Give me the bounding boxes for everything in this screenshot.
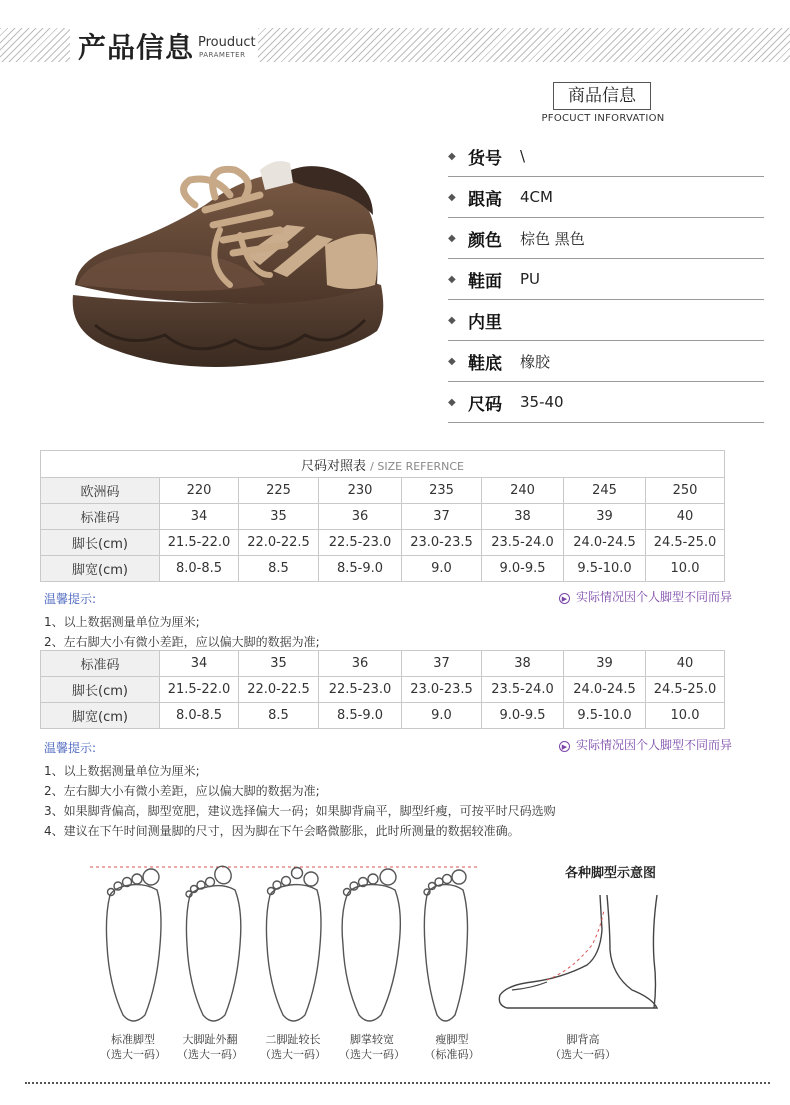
table-cell: 235	[402, 478, 482, 504]
tips-right-text: 实际情况因个人脚型不同而异	[575, 590, 732, 604]
table-cell: 24.0-24.5	[564, 677, 646, 703]
table-cell: 37	[402, 504, 482, 530]
table-cell: 225	[239, 478, 319, 504]
high-instep-foot-illustration	[492, 890, 667, 1020]
table-cell: 8.0-8.5	[160, 556, 239, 582]
table-cell: 9.0	[402, 556, 482, 582]
table-cell: 250	[646, 478, 725, 504]
arrow-circle-icon: ▶	[559, 593, 570, 604]
size-table-2	[40, 650, 725, 729]
table-cell: 40	[646, 651, 725, 677]
foot-type-advice: （选大一码）	[100, 1048, 166, 1061]
table-cell: 22.0-22.5	[239, 677, 319, 703]
foot-type-name: 标准脚型	[111, 1033, 155, 1046]
param-row	[448, 341, 764, 382]
tips-label: 温馨提示:	[44, 741, 97, 755]
param-row	[448, 136, 764, 177]
param-row	[448, 259, 764, 300]
table-cell: 220	[160, 478, 239, 504]
table-cell: 40	[646, 504, 725, 530]
table-cell: 21.5-22.0	[160, 530, 239, 556]
table-cell: 8.5	[239, 556, 319, 582]
table-cell: 34	[160, 504, 239, 530]
param-value: 4CM	[520, 188, 553, 206]
param-key: 鞋底	[468, 353, 502, 374]
product-info-subtitle: PFOCUCT INFORVATION	[541, 113, 665, 124]
table-row	[41, 478, 725, 504]
foot-type-caption	[548, 1032, 618, 1062]
row-label: 标准码	[41, 504, 160, 530]
table-cell: 22.5-23.0	[319, 677, 402, 703]
size-table-title-cell	[41, 451, 725, 478]
tips-right-note	[559, 736, 732, 753]
tips-right-note	[559, 588, 732, 605]
tips-right-text: 实际情况因个人脚型不同而异	[575, 738, 732, 752]
diamond-icon: ◆	[448, 355, 456, 367]
diamond-icon: ◆	[448, 150, 456, 162]
row-label: 脚长(cm)	[41, 530, 160, 556]
table-cell: 36	[319, 651, 402, 677]
table-cell: 38	[482, 651, 564, 677]
foot-type-name: 脚掌较宽	[350, 1033, 394, 1046]
foot-type-advice: （选大一码）	[177, 1048, 243, 1061]
foot-type-name: 瘦脚型	[435, 1033, 469, 1046]
diamond-icon: ◆	[448, 314, 456, 326]
tip-note: 4、建议在下午时间测量脚的尺寸，因为脚在下午会略微膨胀，此时所测量的数据较准确。	[44, 824, 520, 838]
row-label: 脚宽(cm)	[41, 556, 160, 582]
table-cell: 240	[482, 478, 564, 504]
param-row	[448, 218, 764, 259]
row-label: 脚宽(cm)	[41, 703, 160, 729]
tip-note: 3、如果脚背偏高，脚型宽肥，建议选择偏大一码；如果脚背扁平，脚型纤瘦，可按平时尺码选购	[44, 804, 556, 818]
table-cell: 10.0	[646, 556, 725, 582]
table-cell: 9.5-10.0	[564, 703, 646, 729]
table-cell: 23.0-23.5	[402, 677, 482, 703]
diamond-icon: ◆	[448, 273, 456, 285]
param-value: 35-40	[520, 393, 564, 411]
page-title: 产品信息	[78, 31, 195, 64]
tip-note: 1、以上数据测量单位为厘米;	[44, 615, 200, 629]
header-hatch-left	[0, 28, 70, 62]
table-cell: 23.5-24.0	[482, 677, 564, 703]
table-cell: 8.5-9.0	[319, 556, 402, 582]
param-value: \	[520, 147, 526, 165]
foot-type-name: 大脚趾外翻	[182, 1033, 238, 1046]
tip-note: 1、以上数据测量单位为厘米;	[44, 764, 200, 778]
table-cell: 23.0-23.5	[402, 530, 482, 556]
foot-type-advice: （标准码）	[424, 1048, 480, 1061]
param-key: 颜色	[468, 230, 502, 251]
table-cell: 36	[319, 504, 402, 530]
bottom-divider	[25, 1082, 770, 1084]
foot-type-advice: （选大一码）	[260, 1048, 326, 1061]
param-value: 橡胶	[520, 352, 551, 371]
foot-type-caption	[255, 1032, 331, 1062]
table-cell: 9.0-9.5	[482, 556, 564, 582]
table-cell: 24.0-24.5	[564, 530, 646, 556]
param-row	[448, 177, 764, 218]
table-cell: 8.0-8.5	[160, 703, 239, 729]
table-cell: 34	[160, 651, 239, 677]
size-table-title-en: / SIZE REFERNCE	[370, 459, 464, 473]
table-cell: 9.0-9.5	[482, 703, 564, 729]
foot-type-advice: （选大一码）	[550, 1048, 616, 1061]
table-cell: 8.5	[239, 703, 319, 729]
table-cell: 230	[319, 478, 402, 504]
foot-type-caption	[418, 1032, 486, 1062]
table-cell: 21.5-22.0	[160, 677, 239, 703]
diamond-icon: ◆	[448, 232, 456, 244]
diamond-icon: ◆	[448, 396, 456, 408]
table-cell: 23.5-24.0	[482, 530, 564, 556]
table-cell: 35	[239, 651, 319, 677]
foot-diagram-title: 各种脚型示意图	[565, 866, 657, 881]
row-label: 脚长(cm)	[41, 677, 160, 703]
shoe-image	[55, 135, 395, 380]
table-cell: 24.5-25.0	[646, 530, 725, 556]
table-row	[41, 556, 725, 582]
param-key: 跟高	[468, 189, 502, 210]
table-cell: 24.5-25.0	[646, 677, 725, 703]
table-cell: 9.0	[402, 703, 482, 729]
param-key: 内里	[468, 312, 502, 333]
param-value: PU	[520, 270, 541, 288]
foot-type-name: 二脚趾较长	[265, 1033, 321, 1046]
foot-types-illustration	[85, 855, 485, 1030]
table-cell: 37	[402, 651, 482, 677]
table-cell: 10.0	[646, 703, 725, 729]
table-cell: 35	[239, 504, 319, 530]
table-row	[41, 703, 725, 729]
param-key: 尺码	[468, 394, 502, 415]
row-label: 标准码	[41, 651, 160, 677]
param-key: 鞋面	[468, 271, 502, 292]
table-cell: 39	[564, 504, 646, 530]
table-cell: 9.5-10.0	[564, 556, 646, 582]
foot-type-advice: （选大一码）	[339, 1048, 405, 1061]
foot-type-caption	[98, 1032, 168, 1062]
header-hatch-right	[258, 28, 790, 62]
table-cell: 39	[564, 651, 646, 677]
table-row	[41, 530, 725, 556]
product-info-title: 商品信息	[553, 82, 651, 110]
table-cell: 22.0-22.5	[239, 530, 319, 556]
param-value: 棕色 黑色	[520, 229, 585, 248]
tip-note: 2、左右脚大小有微小差距，应以偏大脚的数据为准;	[44, 635, 320, 649]
size-table	[40, 450, 725, 582]
foot-type-caption	[336, 1032, 408, 1062]
row-label: 欧洲码	[41, 478, 160, 504]
table-cell: 38	[482, 504, 564, 530]
foot-type-caption	[172, 1032, 248, 1062]
param-row	[448, 300, 764, 341]
param-key: 货号	[468, 148, 502, 169]
page-title-en-sub: PARAMETER	[199, 51, 246, 59]
table-cell: 8.5-9.0	[319, 703, 402, 729]
page-title-en: Prouduct	[198, 35, 256, 50]
table-cell: 245	[564, 478, 646, 504]
table-cell: 22.5-23.0	[319, 530, 402, 556]
table-row	[41, 677, 725, 703]
table-row	[41, 504, 725, 530]
foot-type-name: 脚背高	[566, 1033, 600, 1046]
diamond-icon: ◆	[448, 191, 456, 203]
table-row	[41, 651, 725, 677]
tip-note: 2、左右脚大小有微小差距，应以偏大脚的数据为准;	[44, 784, 320, 798]
arrow-circle-icon: ▶	[559, 741, 570, 752]
size-table-title: 尺码对照表	[301, 458, 367, 474]
tips-label: 温馨提示:	[44, 592, 97, 606]
param-row	[448, 382, 764, 423]
